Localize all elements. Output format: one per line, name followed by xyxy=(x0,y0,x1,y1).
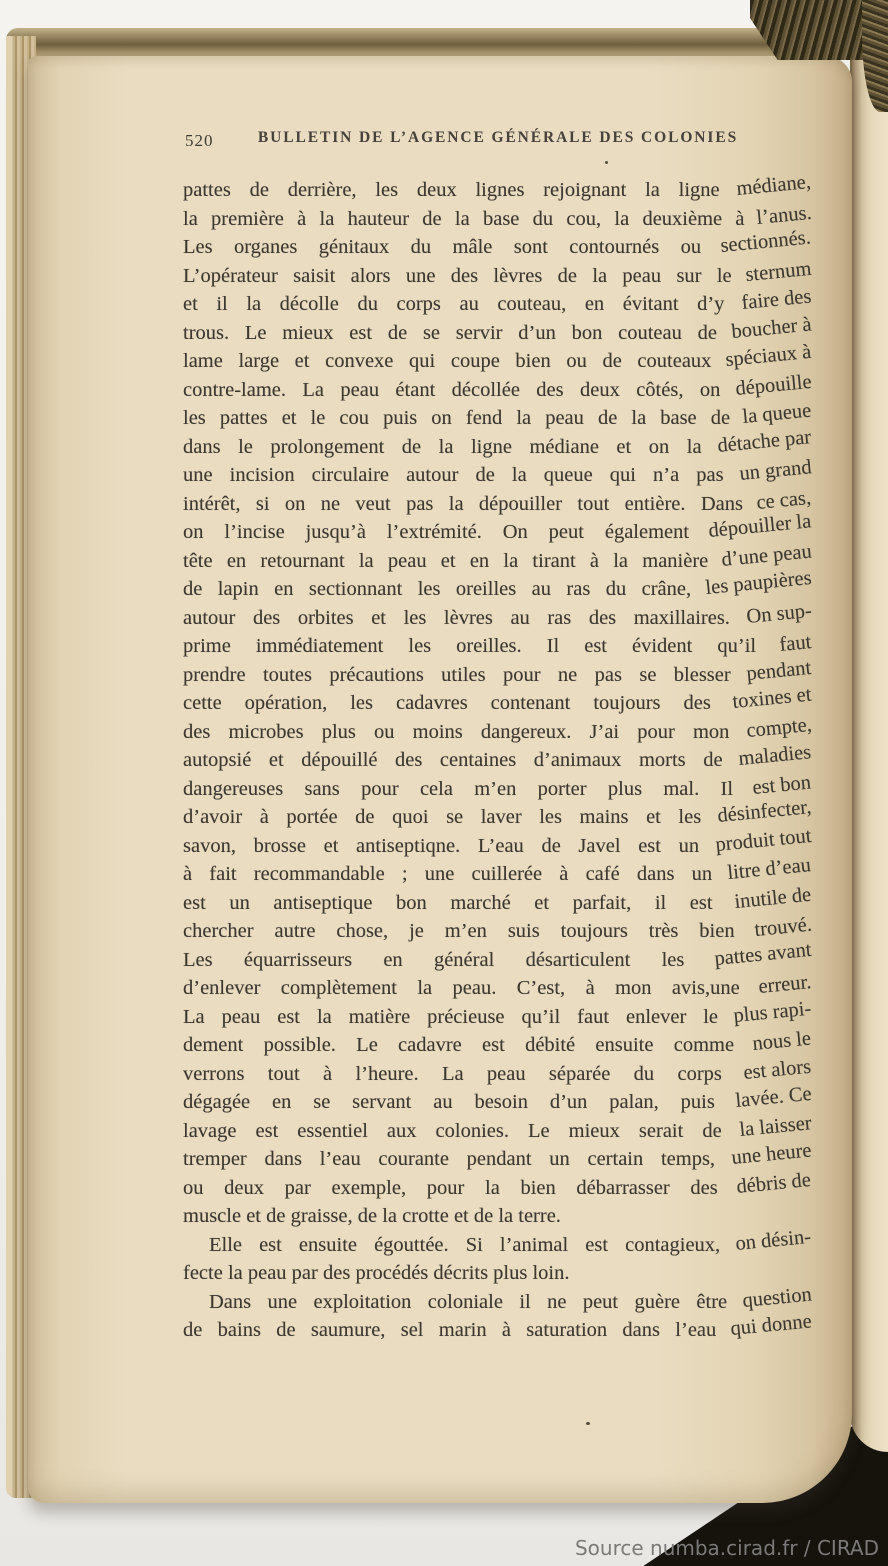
line-tail-text: sternum xyxy=(744,257,813,286)
line-tail-text: la laisser xyxy=(738,1111,813,1141)
line-tail-text: plus rapi- xyxy=(732,997,813,1027)
source-watermark: Source numba.cirad.fr / CIRAD xyxy=(574,1536,879,1560)
line-tail-text: On sup- xyxy=(744,599,813,628)
line-text: prime immédiatement les oreilles. Il est évident qu’il xyxy=(183,635,757,657)
text-line xyxy=(183,938,813,975)
line-text: on l’incise jusqu’à l’extrémité. On peut également xyxy=(183,521,690,543)
line-text: dégagée en se servant au besoin d’un palan, puis xyxy=(183,1091,715,1113)
text-block xyxy=(183,170,813,1345)
text-line xyxy=(183,226,813,262)
line-tail-text: la queue xyxy=(741,399,813,429)
text-line xyxy=(183,340,813,376)
line-text: dans le prolongement de la ligne médiane et on la xyxy=(183,435,702,458)
line-text: Dans une exploitation coloniale il ne peut guère être xyxy=(209,1290,728,1313)
text-line xyxy=(183,456,813,490)
line-tail-text: est alors xyxy=(742,1055,813,1084)
line-text: chercher autre chose, je m’en suis toujours très bien xyxy=(183,920,735,942)
line-tail-text: trouvé. xyxy=(752,913,813,942)
text-line xyxy=(183,796,813,832)
facing-page-edge xyxy=(850,22,888,1452)
text-line xyxy=(183,1168,813,1203)
text-line xyxy=(183,1027,813,1060)
line-text: les pattes et le cou puis on fend la peau de la base de xyxy=(183,407,731,429)
line-tail-text: détache par xyxy=(716,425,813,457)
line-tail-text: médiane, xyxy=(735,170,813,201)
line-tail-text: débris de xyxy=(735,1168,813,1198)
line-text: de bains de saumure, sel marin à saturation dans l’eau xyxy=(183,1319,717,1341)
line-text: contre-lame. La peau étant décollée des deux côtés, on xyxy=(183,378,721,401)
line-tail-text: ce cas, xyxy=(755,486,813,514)
line-text: Les équarrisseurs en général désarticulent les xyxy=(183,948,685,971)
line-text: Elle est ensuite égouttée. Si l’animal est contagieux, xyxy=(209,1233,721,1256)
line-text: lame large et convexe qui coupe bien ou de couteaux xyxy=(183,350,712,372)
line-text: pattes de derrière, les deux lignes rejoignant la ligne xyxy=(183,179,720,201)
text-line xyxy=(183,1225,813,1260)
line-text: autour des orbites et les lèvres au ras des maxillaires. xyxy=(183,606,730,629)
line-text: d’avoir à portée de quoi se laver les mains et les xyxy=(183,806,702,828)
line-text: prendre toutes précautions utiles pour ne pas se blesser xyxy=(183,663,731,686)
line-tail-text: d’une peau xyxy=(719,539,813,571)
line-tail-text: produit tout xyxy=(714,824,813,856)
text-line xyxy=(183,599,813,633)
ink-speck xyxy=(586,1422,590,1425)
line-text: verrons tout à l’heure. La peau séparée du corps xyxy=(183,1062,722,1085)
text-line xyxy=(183,1259,813,1288)
line-tail-text: spéciaux à xyxy=(724,340,813,372)
line-tail-text: toxines et xyxy=(731,683,813,714)
line-text: dangereuses sans pour cela m’en porter plus mal. Il xyxy=(183,777,734,800)
line-tail-text: on désin- xyxy=(734,1225,813,1255)
line-text: d’enlever complètement la peau. C’est, à mon avis,une xyxy=(183,977,740,999)
line-text: Les organes génitaux du mâle sont contournés ou xyxy=(183,236,702,258)
line-text: tremper dans l’eau courante pendant un certain temps, xyxy=(183,1148,716,1170)
book-top-page-edges xyxy=(6,28,866,58)
text-line xyxy=(183,510,813,547)
line-text: muscle et de graisse, de la crotte et de la terre. xyxy=(183,1205,561,1227)
line-tail-text: lavée. Ce xyxy=(734,1082,813,1113)
line-tail-text: une heure xyxy=(730,1139,813,1170)
line-tail-text: compte, xyxy=(745,713,813,742)
line-tail-text: erreur. xyxy=(757,971,813,999)
text-line xyxy=(183,486,813,519)
line-tail-text: inutile de xyxy=(733,883,813,913)
text-line xyxy=(183,1082,813,1117)
text-line xyxy=(183,257,813,291)
text-line xyxy=(183,399,813,433)
text-line xyxy=(183,312,813,348)
line-tail-text: l’anus. xyxy=(755,201,813,229)
line-text: intérêt, si on ne veut pas la dépouiller tout entière. Dans xyxy=(183,492,744,515)
text-line xyxy=(183,425,813,462)
page-number: 520 xyxy=(185,131,214,150)
line-text: cette opération, les cadavres contenant toujours des xyxy=(183,692,711,714)
line-text: savon, brosse et antiseptiqne. L’eau de Javel est un xyxy=(183,834,700,857)
line-tail-text: faire des xyxy=(740,285,813,315)
line-text: la première à la hauteur de la base du cou, la deuxième à xyxy=(183,207,745,230)
line-text: lavage est essentiel aux colonies. Le mieux serait de xyxy=(183,1119,722,1142)
line-text: une incision circulaire autour de la queue qui n’a pas xyxy=(183,464,724,486)
line-tail-text: pendant xyxy=(745,656,813,685)
text-line xyxy=(183,1282,813,1317)
text-line xyxy=(183,971,813,1003)
line-text: à fait recommandable ; une cuillerée à café dans un xyxy=(183,863,713,885)
line-tail-text: litre d’eau xyxy=(726,854,813,885)
line-tail-text: faut xyxy=(778,631,813,657)
line-tail-text: dépouille xyxy=(734,370,813,400)
line-text: est un antiseptique bon marché et parfait, il est xyxy=(183,891,713,914)
line-text: fecte la peau par des procédés décrits plus loin. xyxy=(183,1262,570,1284)
line-tail-text: maladies xyxy=(737,741,813,771)
line-text: trous. Le mieux est de se servir d’un bon couteau de xyxy=(183,321,717,344)
text-line xyxy=(183,285,813,319)
text-line xyxy=(183,1139,813,1174)
text-line xyxy=(183,824,813,861)
text-line xyxy=(183,1055,813,1089)
line-tail-text: un grand xyxy=(738,456,813,486)
line-tail-text: pattes avant xyxy=(713,938,813,970)
text-line xyxy=(183,1202,813,1231)
text-line xyxy=(183,539,813,576)
running-title: BULLETIN DE L’AGENCE GÉNÉRALE DES COLONIES xyxy=(257,129,739,146)
text-line xyxy=(183,771,813,804)
text-line xyxy=(183,913,813,946)
text-line xyxy=(183,1310,813,1345)
text-line xyxy=(183,201,813,234)
line-text: des microbes plus ou moins dangereux. J’ai pour mon xyxy=(183,720,730,743)
line-text: ou deux par exemple, pour la bien débarrasser des xyxy=(183,1176,718,1199)
text-line xyxy=(183,854,813,889)
text-line xyxy=(183,170,813,205)
line-tail-text: question xyxy=(740,1282,813,1312)
line-tail-text: les paupières xyxy=(704,566,813,600)
line-tail-text: sectionnés. xyxy=(719,226,813,258)
text-line xyxy=(183,883,813,918)
text-line xyxy=(183,683,813,718)
line-text: autopsié et dépouillé des centaines d’animaux morts de xyxy=(183,749,723,771)
text-line xyxy=(183,713,813,747)
line-tail-text: boucher à xyxy=(730,312,813,343)
text-line xyxy=(183,566,813,604)
text-line xyxy=(183,632,813,661)
line-tail-text: est bon xyxy=(751,771,813,799)
line-tail-text: dépouiller la xyxy=(707,510,813,543)
line-tail-text: désinfecter, xyxy=(716,796,813,828)
page-header xyxy=(183,129,813,155)
line-text: tête en retournant la peau et en la tirant à la manière xyxy=(183,549,709,572)
line-text: dement possible. Le cadavre est débité ensuite comme xyxy=(183,1034,735,1056)
text-line xyxy=(183,997,813,1032)
line-tail-text: nous le xyxy=(751,1027,813,1056)
ink-speck xyxy=(605,161,608,164)
text-line xyxy=(183,370,813,405)
line-text: de lapin en sectionnant les oreilles au ras du crâne, xyxy=(183,578,692,600)
text-line xyxy=(183,1111,813,1146)
line-tail-text: qui donne xyxy=(729,1310,813,1341)
line-text: La peau est la matière précieuse qu’il faut enlever le xyxy=(183,1005,719,1028)
text-line xyxy=(183,656,813,690)
text-line xyxy=(183,741,813,775)
line-text: et il la décolle du corps au couteau, en évitant d’y xyxy=(183,293,725,315)
line-text: L’opérateur saisit alors une des lèvres de la peau sur le xyxy=(183,264,732,287)
